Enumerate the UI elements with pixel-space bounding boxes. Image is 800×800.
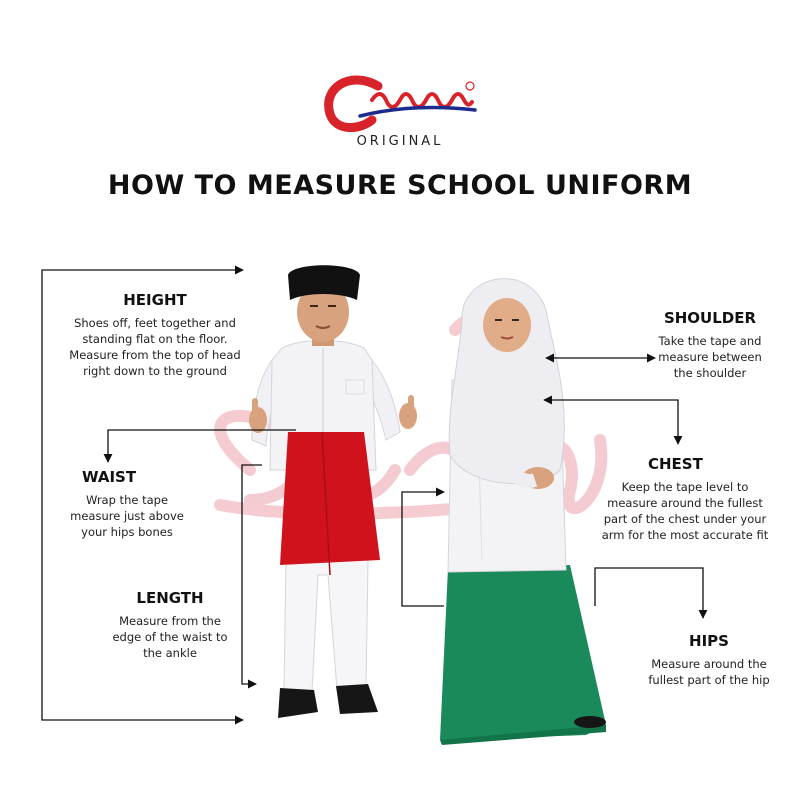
hips-section bbox=[636, 632, 782, 688]
height-heading: HEIGHT bbox=[123, 291, 187, 309]
hips-description: Measure around the fullest part of the hip bbox=[648, 657, 770, 687]
hips-heading: HIPS bbox=[689, 632, 729, 650]
length-section bbox=[100, 589, 240, 661]
brand-tagline: ORIGINAL bbox=[356, 134, 444, 149]
waist-description: Wrap the tape measure just above your hips bones bbox=[70, 493, 184, 539]
page-title: HOW TO MEASURE SCHOOL UNIFORM bbox=[107, 170, 693, 201]
chest-description: Keep the tape level to measure around the fullest part of the chest under your arm for the most accurate fit bbox=[601, 480, 769, 542]
chest-section bbox=[590, 455, 780, 543]
length-heading: LENGTH bbox=[136, 589, 204, 607]
logo-mark bbox=[329, 80, 475, 128]
waist-section bbox=[52, 468, 202, 540]
height-section bbox=[60, 291, 250, 379]
shoulder-heading: SHOULDER bbox=[663, 309, 757, 327]
shoulder-section bbox=[640, 309, 780, 381]
length-description: Measure from the edge of the waist to the ankle bbox=[112, 614, 228, 660]
chest-heading: CHEST bbox=[648, 455, 703, 473]
shoulder-description: Take the tape and measure between the shoulder bbox=[658, 334, 762, 380]
waist-heading: WAIST bbox=[82, 468, 137, 486]
height-description: Shoes off, feet together and standing flat on the floor. Measure from the top of head right down to the ground bbox=[69, 316, 241, 378]
